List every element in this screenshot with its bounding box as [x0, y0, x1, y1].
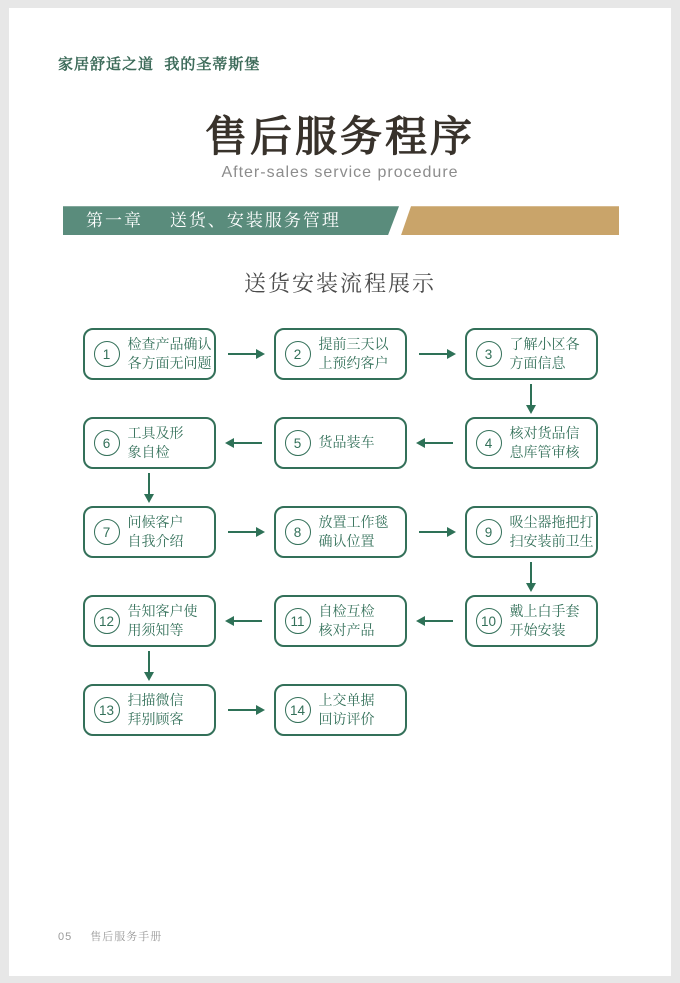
step-label-line2: 息库管审核: [509, 444, 580, 461]
document-page: [9, 8, 671, 976]
step-number-badge: 4: [476, 430, 502, 456]
step-number-badge: 7: [94, 519, 120, 545]
chapter-banner: [63, 206, 619, 235]
step-number-badge: 5: [285, 430, 311, 456]
step-label: [128, 513, 184, 552]
arrow-left-icon: [228, 442, 262, 444]
step-label-line2: 上预约客户: [318, 355, 389, 372]
arrow-left-icon: [228, 620, 262, 622]
flow-row-3: [83, 506, 598, 558]
flow-step-1: [83, 328, 216, 380]
flow-connector: [216, 417, 274, 469]
flow-step-2: [274, 328, 407, 380]
step-label: [319, 691, 375, 730]
step-label-line2: 方面信息: [509, 355, 566, 372]
step-number-badge: 3: [476, 341, 502, 367]
step-label: [319, 433, 375, 453]
delivery-install-flowchart: [83, 328, 598, 736]
step-number-badge: 9: [476, 519, 502, 545]
flow-connector: [407, 506, 465, 558]
arrow-right-icon: [228, 709, 262, 711]
step-number-badge: 10: [476, 608, 502, 634]
flow-connector-down: [83, 380, 598, 417]
flow-step-6: [83, 417, 216, 469]
arrow-left-icon: [419, 620, 453, 622]
arrow-down-icon: [148, 651, 150, 673]
arrow-right-icon: [419, 531, 453, 533]
step-label-line1: 问候客户: [127, 513, 184, 530]
step-label-line1: 核对货品信: [509, 424, 580, 441]
step-label-line2: 核对产品: [318, 622, 375, 639]
flow-step-8: [274, 506, 407, 558]
flow-connector: [407, 417, 465, 469]
step-label-line1: 戴上白手套: [509, 602, 580, 619]
flow-step-13: [83, 684, 216, 736]
step-label-line2: 回访评价: [318, 711, 375, 728]
page-subtitle: After-sales service procedure: [221, 164, 459, 182]
flow-step-12: [83, 595, 216, 647]
step-number-badge: 12: [94, 608, 120, 634]
flow-connector-down: [83, 469, 598, 506]
step-label: [510, 602, 580, 641]
flow-step-5: [274, 417, 407, 469]
flow-connector-down: [83, 558, 598, 595]
step-label-line1: 货品装车: [318, 434, 375, 451]
step-number-badge: 6: [94, 430, 120, 456]
flow-step-11: [274, 595, 407, 647]
step-label: [510, 424, 580, 463]
brand-slogan: 家居舒适之道 我的圣蒂斯堡: [58, 56, 261, 73]
step-number-badge: 11: [285, 608, 311, 634]
flow-row-5: [83, 684, 598, 736]
section-title: 送货安装流程展示: [243, 271, 436, 297]
flow-connector: [407, 328, 465, 380]
flow-connector: [216, 595, 274, 647]
arrow-down-icon: [148, 473, 150, 495]
chapter-banner-label: 第一章 送货、安装服务管理: [86, 211, 341, 231]
arrow-right-icon: [419, 353, 453, 355]
step-label-line1: 告知客户使: [127, 602, 198, 619]
flow-row-4: [83, 595, 598, 647]
arrow-right-icon: [228, 531, 262, 533]
flow-connector: [216, 684, 274, 736]
step-number-badge: 8: [285, 519, 311, 545]
step-label-line1: 检查产品确认: [127, 335, 212, 352]
arrow-right-icon: [228, 353, 262, 355]
page-title: 售后服务程序: [204, 113, 475, 160]
step-label-line1: 放置工作毯: [318, 513, 389, 530]
flow-step-10: [465, 595, 598, 647]
step-label: [319, 335, 389, 374]
flow-connector: [216, 506, 274, 558]
step-number-badge: 1: [94, 341, 120, 367]
step-label-line2: 拜别顾客: [127, 711, 184, 728]
arrow-left-icon: [419, 442, 453, 444]
step-label-line2: 确认位置: [318, 533, 375, 550]
step-number-badge: 2: [285, 341, 311, 367]
flow-connector: [407, 595, 465, 647]
step-label: [510, 513, 594, 552]
step-label-line1: 提前三天以: [318, 335, 389, 352]
step-label-line1: 吸尘器拖把打: [509, 513, 594, 530]
flow-row-1: [83, 328, 598, 380]
step-label: [319, 513, 389, 552]
flow-row-2: [83, 417, 598, 469]
step-label-line1: 自检互检: [318, 602, 375, 619]
flow-step-9: [465, 506, 598, 558]
arrow-down-icon: [530, 562, 532, 584]
step-label: [128, 335, 212, 374]
page-footer: [58, 928, 162, 944]
step-label-line1: 上交单据: [318, 691, 375, 708]
step-label-line2: 开始安装: [509, 622, 566, 639]
step-label: [128, 602, 198, 641]
flow-connector-down: [83, 647, 598, 684]
step-number-badge: 13: [94, 697, 120, 723]
step-label-line1: 扫描微信: [127, 691, 184, 708]
flow-step-4: [465, 417, 598, 469]
step-label-line2: 扫安装前卫生: [509, 533, 594, 550]
flow-step-7: [83, 506, 216, 558]
step-label-line2: 自我介绍: [127, 533, 184, 550]
step-label: [128, 424, 184, 463]
flow-connector: [216, 328, 274, 380]
step-label-line2: 用须知等: [127, 622, 184, 639]
page-number: 05: [58, 931, 73, 943]
step-label: [128, 691, 184, 730]
footer-label: 售后服务手册: [90, 931, 163, 943]
step-label: [319, 602, 375, 641]
step-label-line2: 各方面无问题: [127, 355, 212, 372]
flow-step-3: [465, 328, 598, 380]
step-label: [510, 335, 580, 374]
step-label-line1: 了解小区各: [509, 335, 580, 352]
flow-step-14: [274, 684, 407, 736]
step-label-line1: 工具及形: [127, 424, 184, 441]
step-label-line2: 象自检: [127, 444, 170, 461]
step-number-badge: 14: [285, 697, 311, 723]
arrow-down-icon: [530, 384, 532, 406]
